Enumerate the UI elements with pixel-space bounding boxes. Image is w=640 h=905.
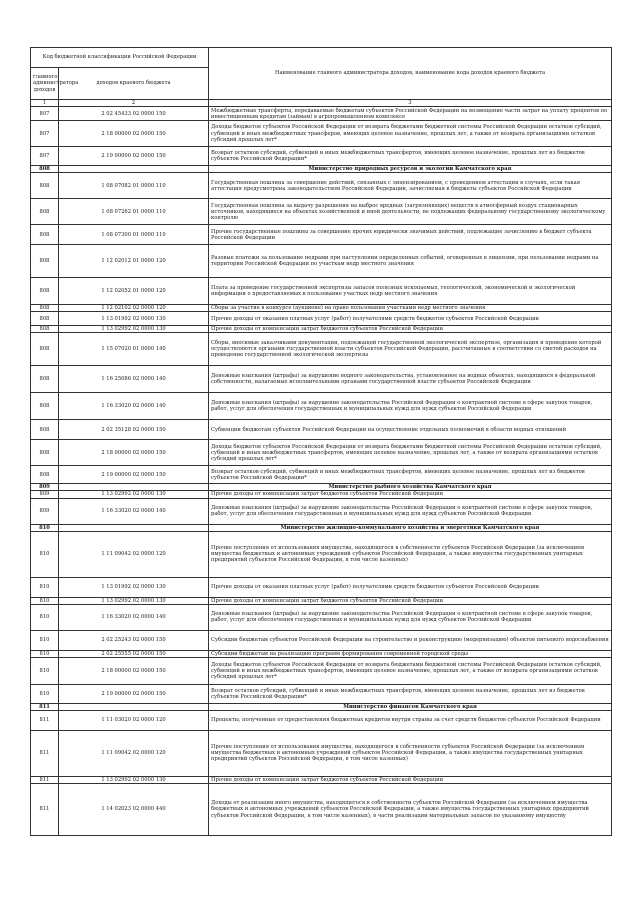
admin-code-cell: 811 [31, 703, 59, 710]
admin-code-cell: 811 [31, 730, 59, 776]
admin-code-cell: 811 [31, 784, 59, 836]
admin-code-cell: 808 [31, 278, 59, 305]
table-row [31, 498, 612, 524]
admin-code-cell: 807 [31, 121, 59, 147]
admin-code-cell: 807 [31, 147, 59, 166]
description-cell: Государственная пошлина за выдачу разрешения на выброс вредных (загрязняющих) веществ в атмосферный воздух стационарных источников, находящихся на объектах хозяйственной и иной деятельности, не подлежащих федеральному государственному экологическому контролю [209, 199, 612, 225]
section-title-cell: Министерство финансов Камчатского края [209, 703, 612, 710]
revenue-code-cell: 1 16 33020 02 0000 140 [59, 604, 209, 630]
table-row [31, 107, 612, 121]
table-row [31, 577, 612, 597]
admin-code-cell: 810 [31, 650, 59, 657]
table-row [31, 326, 612, 333]
admin-code-cell: 808 [31, 393, 59, 420]
revenue-code-cell: 1 12 02052 01 0000 120 [59, 278, 209, 305]
admin-code-cell: 808 [31, 366, 59, 393]
revenue-code-cell: 1 11 09042 02 0000 120 [59, 730, 209, 776]
revenue-code-cell [59, 703, 209, 710]
description-cell: Прочие поступления от использования имущества, находящегося в собственности субъектов Российской Федерации (за исключением имущества бюджетных и автономных учреждений субъектов Российской Федерации, а также имущества государственных унитарных предприятий субъектов Российской Федерации, в том числе казенных) [209, 730, 612, 776]
header-revenue-code-column: доходов краевого бюджета [59, 68, 209, 100]
table-row [31, 121, 612, 147]
table-row [31, 278, 612, 305]
revenue-code-cell: 1 13 02992 02 0000 130 [59, 776, 209, 783]
description-cell: Прочие доходы от компенсации затрат бюджетов субъектов Российской Федерации [209, 326, 612, 333]
header-admin-column: главного администратора доходов [31, 68, 59, 100]
section-title-cell: Министерство жилищно-коммунального хозяйства и энергетики Камчатского края [209, 524, 612, 531]
table-row [31, 784, 612, 836]
table-row [31, 333, 612, 366]
description-cell: Прочие доходы от компенсации затрат бюджетов субъектов Российской Федерации [209, 776, 612, 783]
revenue-code-cell: 2 19 00000 02 0000 150 [59, 684, 209, 703]
description-cell: Субвенции бюджетам субъектов Российской Федерации на осуществление отдельных полномочий в области водных отношений [209, 420, 612, 440]
admin-code-cell: 808 [31, 225, 59, 245]
table-row [31, 466, 612, 484]
table-row [31, 597, 612, 604]
description-cell: Денежные взыскания (штрафы) за нарушение законодательства Российской Федерации о контрактной системе в сфере закупок товаров, работ, услуг для обеспечения государственных и муниципальных нужд для нужд субъектов Российской Федерации [209, 604, 612, 630]
header-name-column: Наименование главного администратора доходов, наименование кода доходов краевого бюджета [209, 48, 612, 100]
admin-code-cell: 809 [31, 484, 59, 491]
revenue-code-cell: 2 19 00000 02 0000 150 [59, 466, 209, 484]
table-row [31, 684, 612, 703]
table-row [31, 305, 612, 312]
revenue-code-cell: 1 12 02012 01 0000 120 [59, 245, 209, 278]
table-body [31, 107, 612, 836]
table-row [31, 147, 612, 166]
revenue-code-cell: 1 13 02992 02 0000 130 [59, 597, 209, 604]
header-number-3: 3 [209, 100, 612, 107]
description-cell: Возврат остатков субсидий, субвенций и иных межбюджетных трансфертов, имеющих целевое назначение, прошлых лет из бюджетов субъектов Российской Федерации* [209, 684, 612, 703]
revenue-code-cell: 2 19 00000 02 0000 150 [59, 147, 209, 166]
admin-code-cell: 810 [31, 597, 59, 604]
revenue-code-cell: 1 12 02102 02 0000 120 [59, 305, 209, 312]
revenue-code-cell: 1 13 01992 02 0000 130 [59, 312, 209, 326]
description-cell: Межбюджетные трансферты, передаваемые бюджетам субъектов Российской Федерации на возмещение части затрат на уплату процентов по инвестиционным кредитам (займам) в агропромышленном комплексе [209, 107, 612, 121]
description-cell: Субсидии бюджетам на реализацию программ формирования современной городской среды [209, 650, 612, 657]
description-cell: Прочие доходы от компенсации затрат бюджетов субъектов Российской Федерации [209, 597, 612, 604]
description-cell: Доходы от реализации иного имущества, находящегося в собственности субъектов Российской Федерации (за исключением имущества бюджетных и автономных учреждений субъектов Российской Федерации, а также имущества государственных унитарных предприятий субъектов Российской Федерации, в том числе казенных), в части реализации материальных запасов по указанному имуществу [209, 784, 612, 836]
description-cell: Прочие доходы от компенсации затрат бюджетов субъектов Российской Федерации [209, 491, 612, 498]
table-row [31, 393, 612, 420]
description-cell: Разовые платежи за пользование недрами при наступлении определенных событий, оговоренных в лицензии, при пользовании недрами на территории Российской Федерации по участкам недр местного значения [209, 245, 612, 278]
admin-code-cell: 808 [31, 333, 59, 366]
description-cell: Денежные взыскания (штрафы) за нарушение законодательства Российской Федерации о контрактной системе в сфере закупок товаров, работ, услуг для обеспечения государственных и муниципальных нужд для нужд субъектов Российской Федерации [209, 498, 612, 524]
admin-code-cell: 808 [31, 466, 59, 484]
table-row [31, 199, 612, 225]
revenue-code-cell: 2 02 25555 02 0000 150 [59, 650, 209, 657]
header-group-title: Код бюджетной классификации Российской Федерации [31, 48, 209, 68]
description-cell: Прочие государственные пошлины за совершение прочих юридически значимых действий, подлежащие зачислению в бюджет субъекта Российской Федерации [209, 225, 612, 245]
revenue-code-cell: 2 02 35128 02 0000 150 [59, 420, 209, 440]
admin-code-cell: 810 [31, 604, 59, 630]
revenue-code-cell: 1 16 25086 02 0000 140 [59, 366, 209, 393]
revenue-code-cell: 2 18 00000 02 0000 150 [59, 440, 209, 466]
table-row [31, 173, 612, 199]
revenue-code-cell: 1 11 09042 02 0000 120 [59, 531, 209, 577]
revenue-code-cell: 1 08 07300 01 0000 110 [59, 225, 209, 245]
section-title-cell: Министерство природных ресурсов и экологии Камчатского края [209, 166, 612, 173]
description-cell: Проценты, полученные от предоставления бюджетных кредитов внутри страны за счет средств бюджетов субъектов Российской Федерации [209, 710, 612, 730]
admin-code-cell: 807 [31, 107, 59, 121]
admin-code-cell: 810 [31, 657, 59, 684]
description-cell: Доходы бюджетов субъектов Российской Федерации от возврата бюджетами бюджетной системы Российской Федерации остатков субсидий, субвенций и иных межбюджетных трансфертов, имеющих целевое назначение, прошлых лет, а также от возврата организациями остатков субсидий прошлых лет* [209, 657, 612, 684]
revenue-code-cell: 1 13 01992 02 0000 130 [59, 577, 209, 597]
table-row [31, 604, 612, 630]
table-row [31, 245, 612, 278]
description-cell: Прочие доходы от оказания платных услуг (работ) получателями средств бюджетов субъектов Российской Федерации [209, 577, 612, 597]
table-row [31, 225, 612, 245]
admin-code-cell: 810 [31, 531, 59, 577]
description-cell: Доходы бюджетов субъектов Российской Федерации от возврата бюджетами бюджетной системы Российской Федерации остатков субсидий, субвенций и иных межбюджетных трансферов, имеющих целевое назначение, прошлых лет, а также от возврата организациями остатков субсидий прошлых лет* [209, 121, 612, 147]
admin-code-cell: 810 [31, 524, 59, 531]
description-cell: Сборы за участие в конкурсе (аукционе) на право пользования участками недр местного значения [209, 305, 612, 312]
description-cell: Денежные взыскания (штрафы) за нарушение законодательства Российской Федерации о контрактной системе в сфере закупок товаров, работ, услуг для обеспечения государственных и муниципальных нужд для нужд субъектов Российской Федерации [209, 393, 612, 420]
description-cell: Доходы бюджетов субъектов Российской Федерации от возврата бюджетами бюджетной системы Российской Федерации остатков субсидий, субвенций и иных межбюджетных трансфертов, имеющих целевое назначение, прошлых лет, а также от возврата организациями остатков субсидий прошлых лет* [209, 440, 612, 466]
table-row [31, 776, 612, 783]
revenue-code-cell: 1 16 33020 02 0000 140 [59, 393, 209, 420]
admin-code-cell: 808 [31, 305, 59, 312]
admin-code-cell: 809 [31, 498, 59, 524]
admin-code-cell: 809 [31, 491, 59, 498]
table-row [31, 650, 612, 657]
table-row [31, 420, 612, 440]
revenue-code-cell: 2 02 25243 02 0000 150 [59, 630, 209, 650]
admin-code-cell: 810 [31, 577, 59, 597]
revenue-code-cell [59, 484, 209, 491]
description-cell: Сборы, вносимые заказчиками документации, подлежащей государственной экологической экспертизе, организация и проведение которой осуществляются органами государственной власти субъектов Российской Федерации, рассчитанные в соответствии со сметой расходов на проведение государственной экологической экспертизы [209, 333, 612, 366]
budget-table-sheet [30, 47, 611, 836]
section-title-cell: Министерство рыбного хозяйства Камчатского края [209, 484, 612, 491]
table-row [31, 630, 612, 650]
table-row [31, 531, 612, 577]
revenue-code-cell: 2 18 00000 02 0000 150 [59, 657, 209, 684]
revenue-code-cell: 1 11 03020 02 0000 120 [59, 710, 209, 730]
table-row [31, 366, 612, 393]
revenue-code-cell [59, 166, 209, 173]
section-row [31, 703, 612, 710]
section-row [31, 484, 612, 491]
description-cell: Субсидии бюджетам субъектов Российской Федерации на строительство и реконструкцию (модернизацию) объектов питьевого водоснабжения [209, 630, 612, 650]
table-row [31, 312, 612, 326]
admin-code-cell: 811 [31, 776, 59, 783]
revenue-code-cell: 1 08 07082 01 0000 110 [59, 173, 209, 199]
description-cell: Прочие поступления от использования имущества, находящегося в собственности субъектов Российской Федерации (за исключением имущества бюджетных и автономных учреждений субъектов Российской Федерации, а также имущества государственных унитарных предприятий субъектов Российской Федерации, в том числе казенных) [209, 531, 612, 577]
admin-code-cell: 808 [31, 440, 59, 466]
table-row [31, 657, 612, 684]
revenue-code-cell: 1 13 02992 02 0000 130 [59, 326, 209, 333]
admin-code-cell: 808 [31, 312, 59, 326]
section-row [31, 166, 612, 173]
admin-code-cell: 808 [31, 166, 59, 173]
description-cell: Денежные взыскания (штрафы) за нарушение водного законодательства, установленное на водных объектах, находящихся в федеральной собственности, налагаемые исполнительными органами государственной власти субъектов Российской Федерации [209, 366, 612, 393]
admin-code-cell: 808 [31, 326, 59, 333]
table-row [31, 440, 612, 466]
description-cell: Государственная пошлина за совершение действий, связанных с лицензированием, с проведением аттестации в случаях, если такая аттестация предусмотрена законодательством Российской Федерации, зачисляемая в бюджеты субъектов Российской Федерации [209, 173, 612, 199]
budget-classification-table [30, 47, 612, 836]
revenue-code-cell: 2 18 00000 02 0000 150 [59, 121, 209, 147]
revenue-code-cell: 1 13 02992 02 0000 130 [59, 491, 209, 498]
header-number-1: 1 [31, 100, 59, 107]
admin-code-cell: 811 [31, 710, 59, 730]
revenue-code-cell: 1 14 02023 02 0000 440 [59, 784, 209, 836]
admin-code-cell: 808 [31, 199, 59, 225]
admin-code-cell: 810 [31, 684, 59, 703]
header-number-2: 2 [59, 100, 209, 107]
description-cell: Возврат остатков субсидий, субвенций и иных межбюджетных трансфертов, имеющих целевое назначение, прошлых лет из бюджетов субъектов Российской Федерации* [209, 466, 612, 484]
revenue-code-cell: 1 16 33020 02 0000 140 [59, 498, 209, 524]
description-cell: Прочие доходы от оказания платных услуг (работ) получателями средств бюджетов субъектов Российской Федерации [209, 312, 612, 326]
revenue-code-cell [59, 524, 209, 531]
table-row [31, 491, 612, 498]
description-cell: Возврат остатков субсидий, субвенций и иных межбюджетных трансфертов, имеющих целевое назначение, прошлых лет из бюджетов субъектов Российской Федерации* [209, 147, 612, 166]
section-row [31, 524, 612, 531]
revenue-code-cell: 1 15 07020 01 0000 140 [59, 333, 209, 366]
revenue-code-cell: 2 02 45433 02 0000 150 [59, 107, 209, 121]
description-cell: Плата за проведение государственной экспертизы запасов полезных ископаемых, геологической, экономической и экологической информации о предоставляемых в пользование участках недр местного значения [209, 278, 612, 305]
admin-code-cell: 810 [31, 630, 59, 650]
table-row [31, 730, 612, 776]
table-row [31, 710, 612, 730]
admin-code-cell: 808 [31, 173, 59, 199]
admin-code-cell: 808 [31, 420, 59, 440]
revenue-code-cell: 1 08 07262 01 0000 110 [59, 199, 209, 225]
admin-code-cell: 808 [31, 245, 59, 278]
